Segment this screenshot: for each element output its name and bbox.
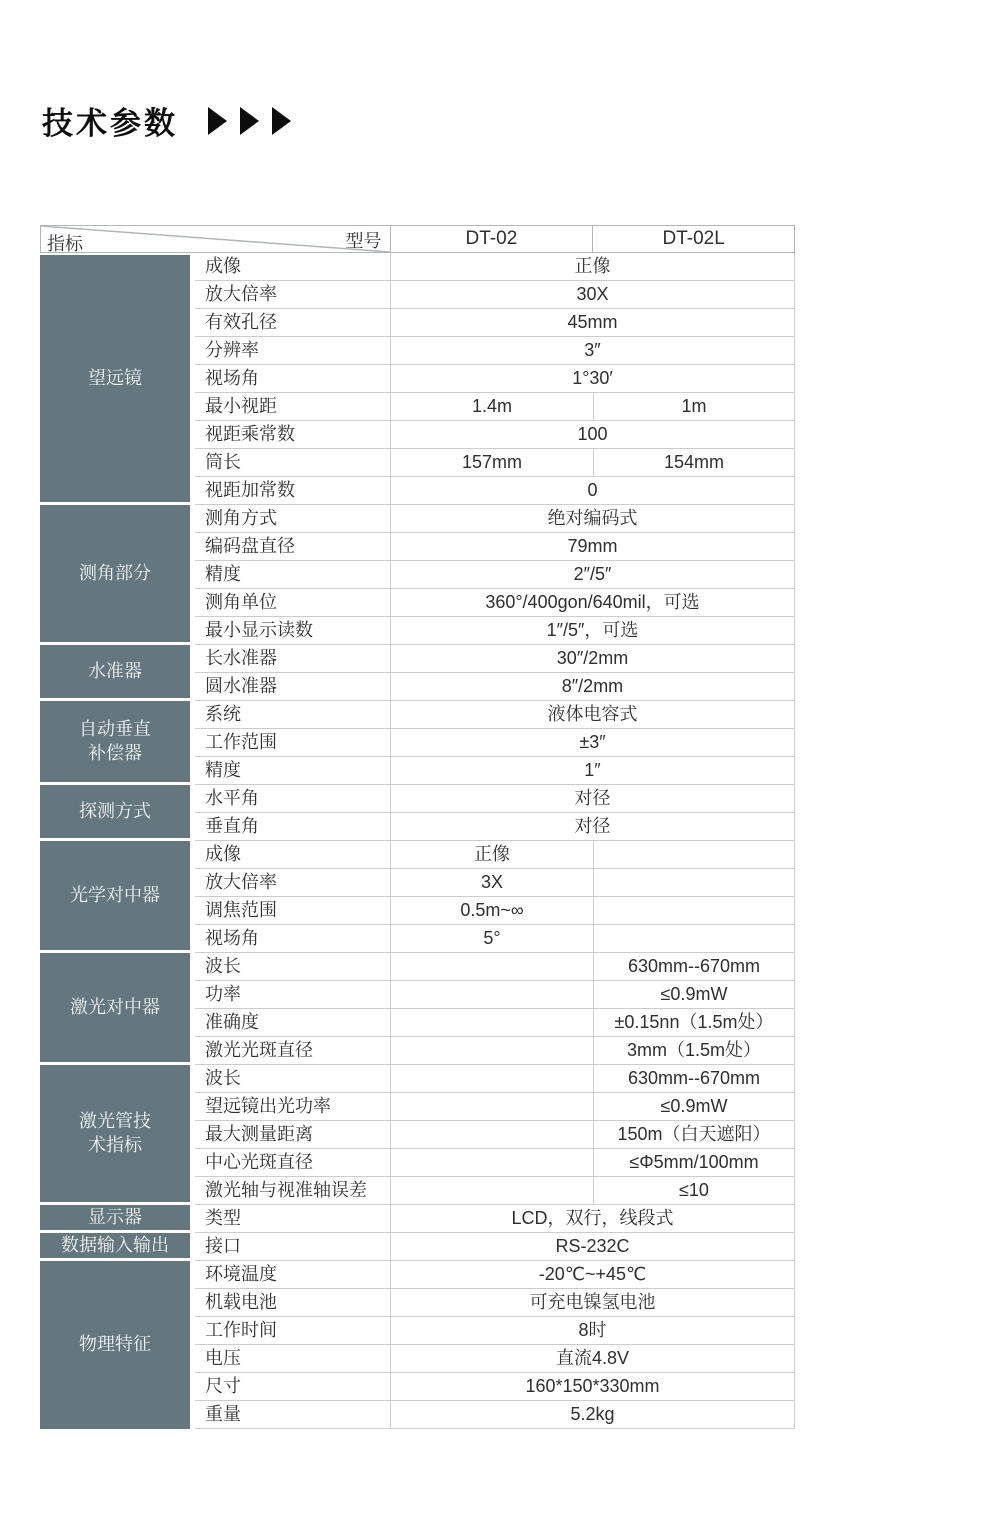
- table-row: [195, 869, 794, 897]
- table-row: [195, 1317, 794, 1345]
- category-cell: [40, 1233, 190, 1261]
- value-cell-span: 直流4.8V: [555, 1348, 630, 1368]
- column-header-dt02: DT-02: [390, 226, 593, 252]
- category-label: 物理特征: [79, 1334, 151, 1355]
- value-area: [390, 1233, 794, 1260]
- param-label: 精度: [205, 564, 241, 584]
- table-row: [195, 533, 794, 561]
- param-label: 放大倍率: [205, 284, 277, 304]
- value-cell-span: 8时: [578, 1320, 607, 1340]
- table-row: [195, 421, 794, 449]
- spec-rows: [195, 253, 795, 1429]
- table-row: [195, 337, 794, 365]
- value-cell-span: 可充电镍氢电池: [529, 1292, 656, 1312]
- value-area: [390, 393, 794, 420]
- value-cell-dt02l: ≤Φ5mm/100mm: [629, 1152, 759, 1172]
- param-label: 放大倍率: [205, 872, 277, 892]
- category-cell: [40, 505, 190, 645]
- param-label: 中心光斑直径: [205, 1152, 313, 1172]
- category-cell: [40, 1205, 190, 1233]
- table-row: [195, 1289, 794, 1317]
- param-label: 调焦范围: [205, 900, 277, 920]
- value-area: [390, 365, 794, 392]
- value-area: [390, 1401, 794, 1428]
- table-row: [195, 505, 794, 533]
- param-label: 视场角: [205, 928, 259, 948]
- value-area: [390, 1289, 794, 1316]
- table-row: [195, 981, 794, 1009]
- table-row: [195, 393, 794, 421]
- value-area: [390, 813, 794, 840]
- value-cell-span: LCD，双行，线段式: [511, 1208, 674, 1228]
- table-row: [195, 645, 794, 673]
- value-area: [390, 533, 794, 560]
- table-row: [195, 1065, 794, 1093]
- category-label: 光学对中器: [70, 884, 160, 905]
- category-cell: [40, 841, 190, 953]
- value-area: [390, 785, 794, 812]
- table-body: [40, 253, 795, 1429]
- category-label: 测角部分: [79, 562, 151, 583]
- value-cell-dt02: [391, 1121, 594, 1148]
- category-label: 补偿器: [88, 742, 142, 763]
- value-cell-span: 30X: [576, 284, 609, 304]
- param-label: 机载电池: [205, 1292, 277, 1312]
- table-row: [195, 1345, 794, 1373]
- value-cell-span: 45mm: [567, 312, 618, 332]
- value-area: [390, 1065, 794, 1092]
- value-cell-dt02: 正像: [391, 841, 594, 868]
- value-cell-dt02: 157mm: [391, 449, 594, 476]
- value-cell-dt02l: [594, 897, 794, 924]
- category-label: 术指标: [88, 1134, 142, 1155]
- table-row: [195, 673, 794, 701]
- table-row: [195, 1009, 794, 1037]
- value-area: [390, 617, 794, 644]
- param-label: 波长: [205, 956, 241, 976]
- value-cell-dt02l: 150m（白天遮阳）: [617, 1124, 771, 1144]
- table-row: [195, 281, 794, 309]
- value-cell-span: 0: [587, 480, 598, 500]
- table-row: [195, 1149, 794, 1177]
- param-label: 最小视距: [205, 396, 277, 416]
- category-cell: [40, 1065, 190, 1205]
- param-label: 工作时间: [205, 1320, 277, 1340]
- param-label: 激光轴与视准轴误差: [205, 1180, 367, 1200]
- value-cell-span: 2″/5″: [573, 564, 612, 584]
- triple-right-arrows-icon: [208, 106, 300, 136]
- column-header-dt02l: DT-02L: [592, 226, 794, 252]
- value-cell-span: 3″: [584, 340, 601, 360]
- category-label: 激光管技: [79, 1111, 151, 1132]
- category-label: 望远镜: [88, 367, 142, 388]
- value-area: [390, 897, 794, 924]
- param-label: 视距加常数: [205, 480, 295, 500]
- value-cell-dt02l: 630mm--670mm: [627, 956, 761, 976]
- value-area: [390, 505, 794, 532]
- value-area: [390, 337, 794, 364]
- param-label: 工作范围: [205, 732, 277, 752]
- category-label: 显示器: [88, 1206, 142, 1227]
- category-cell: [40, 253, 190, 505]
- value-cell-span: 对径: [574, 788, 611, 808]
- value-area: [390, 421, 794, 448]
- value-cell-dt02: 0.5m~∞: [391, 897, 594, 924]
- table-row: [195, 561, 794, 589]
- page-header: [42, 98, 300, 143]
- value-area: [390, 701, 794, 728]
- category-label: 自动垂直: [79, 719, 151, 740]
- category-label: 数据输入输出: [61, 1234, 169, 1255]
- category-column: [40, 253, 190, 1429]
- page-title: 技术参数: [42, 106, 178, 141]
- value-cell-dt02: [391, 1037, 594, 1064]
- value-cell-dt02: [391, 1149, 594, 1176]
- value-cell-dt02l: ±0.15nn（1.5m处）: [614, 1012, 774, 1032]
- table-row: [195, 253, 794, 281]
- param-label: 最大测量距离: [205, 1124, 313, 1144]
- table-row: [195, 1037, 794, 1065]
- value-cell-dt02l: 154mm: [663, 452, 725, 472]
- value-cell-dt02: [391, 1177, 594, 1204]
- value-cell-dt02l: [594, 925, 794, 952]
- category-label: 探测方式: [79, 800, 151, 821]
- table-row: [195, 785, 794, 813]
- table-row: [195, 617, 794, 645]
- param-label: 类型: [205, 1208, 241, 1228]
- param-label: 激光光斑直径: [205, 1040, 313, 1060]
- category-cell: [40, 785, 190, 841]
- table-row: [195, 1261, 794, 1289]
- param-label: 精度: [205, 760, 241, 780]
- category-cell: [40, 953, 190, 1065]
- value-cell-dt02l: ≤0.9mW: [660, 984, 728, 1004]
- table-row: [195, 1373, 794, 1401]
- param-label: 分辨率: [205, 340, 259, 360]
- value-cell-dt02: 5°: [391, 925, 594, 952]
- value-cell-dt02l: ≤10: [679, 1180, 709, 1200]
- value-cell-dt02l: 1m: [681, 396, 707, 416]
- value-area: [390, 253, 794, 280]
- value-cell-span: 160*150*330mm: [525, 1376, 660, 1396]
- value-cell-span: 绝对编码式: [547, 508, 638, 528]
- value-area: [390, 841, 794, 868]
- param-label: 系统: [205, 704, 241, 724]
- param-label: 编码盘直径: [205, 536, 295, 556]
- value-cell-dt02: [391, 1009, 594, 1036]
- value-cell-span: RS-232C: [555, 1236, 630, 1256]
- value-cell-span: 8″/2mm: [561, 676, 624, 696]
- value-area: [390, 449, 794, 476]
- param-label: 尺寸: [205, 1376, 241, 1396]
- value-area: [390, 1261, 794, 1288]
- value-cell-dt02l: [594, 841, 794, 868]
- value-cell-dt02l: 630mm--670mm: [627, 1068, 761, 1088]
- param-label: 水平角: [205, 788, 259, 808]
- param-label: 成像: [205, 256, 241, 276]
- value-cell-dt02l: 3mm（1.5m处）: [626, 1040, 761, 1060]
- param-label: 筒长: [205, 452, 241, 472]
- param-label: 测角单位: [205, 592, 277, 612]
- value-area: [390, 729, 794, 756]
- param-label: 成像: [205, 844, 241, 864]
- param-label: 接口: [205, 1236, 241, 1256]
- value-cell-dt02: [391, 953, 594, 980]
- value-cell-span: 1″/5″，可选: [546, 620, 639, 640]
- value-area: [390, 1037, 794, 1064]
- value-cell-dt02l: ≤0.9mW: [660, 1096, 728, 1116]
- value-area: [390, 589, 794, 616]
- table-row: [195, 1121, 794, 1149]
- table-row: [195, 309, 794, 337]
- param-label: 视距乘常数: [205, 424, 295, 444]
- param-label: 垂直角: [205, 816, 259, 836]
- table-row: [195, 757, 794, 785]
- value-cell-span: 79mm: [567, 536, 618, 556]
- value-cell-dt02: 3X: [391, 869, 594, 896]
- corner-header-cell: [41, 226, 390, 252]
- value-area: [390, 645, 794, 672]
- value-cell-span: 1°30′: [572, 368, 613, 388]
- table-row: [195, 449, 794, 477]
- param-label: 电压: [205, 1348, 241, 1368]
- value-cell-dt02: [391, 1065, 594, 1092]
- category-cell: [40, 645, 190, 701]
- param-label: 有效孔径: [205, 312, 277, 332]
- value-area: [390, 757, 794, 784]
- param-label: 最小显示读数: [205, 620, 313, 640]
- value-area: [390, 1205, 794, 1232]
- value-area: [390, 1009, 794, 1036]
- table-row: [195, 1205, 794, 1233]
- value-area: [390, 1373, 794, 1400]
- value-cell-dt02: 1.4m: [391, 393, 594, 420]
- value-cell-span: 30″/2mm: [556, 648, 629, 668]
- param-label: 长水准器: [205, 648, 277, 668]
- table-row: [195, 813, 794, 841]
- table-row: [195, 925, 794, 953]
- table-row: [195, 953, 794, 981]
- table-row: [195, 1177, 794, 1205]
- value-area: [390, 477, 794, 504]
- value-cell-dt02: [391, 1093, 594, 1120]
- value-area: [390, 869, 794, 896]
- table-header-row: [40, 225, 795, 253]
- value-cell-span: 液体电容式: [547, 704, 638, 724]
- value-cell-span: 100: [577, 424, 608, 444]
- value-cell-span: -20℃~+45℃: [538, 1264, 647, 1284]
- value-area: [390, 673, 794, 700]
- param-label: 圆水准器: [205, 676, 277, 696]
- value-area: [390, 953, 794, 980]
- value-area: [390, 925, 794, 952]
- value-area: [390, 1177, 794, 1204]
- model-header-label: 型号: [345, 231, 382, 251]
- category-label: 水准器: [88, 660, 142, 681]
- value-area: [390, 1093, 794, 1120]
- value-cell-span: 正像: [574, 256, 611, 276]
- value-cell-dt02: [391, 981, 594, 1008]
- value-area: [390, 281, 794, 308]
- value-area: [390, 1345, 794, 1372]
- value-area: [390, 1121, 794, 1148]
- value-area: [390, 1149, 794, 1176]
- value-cell-span: 360°/400gon/640mil，可选: [485, 592, 700, 612]
- table-row: [195, 365, 794, 393]
- table-row: [195, 729, 794, 757]
- param-label: 准确度: [205, 1012, 259, 1032]
- value-cell-span: 对径: [574, 816, 611, 836]
- category-cell: [40, 701, 190, 785]
- value-area: [390, 981, 794, 1008]
- value-cell-span: 5.2kg: [570, 1404, 615, 1424]
- table-row: [195, 1233, 794, 1261]
- indicator-header-label: 指标: [47, 234, 83, 254]
- value-area: [390, 309, 794, 336]
- value-area: [390, 561, 794, 588]
- param-label: 波长: [205, 1068, 241, 1088]
- param-label: 视场角: [205, 368, 259, 388]
- param-label: 功率: [205, 984, 241, 1004]
- table-row: [195, 701, 794, 729]
- table-row: [195, 897, 794, 925]
- value-area: [390, 1317, 794, 1344]
- table-row: [195, 1401, 794, 1429]
- category-label: 激光对中器: [70, 996, 160, 1017]
- value-cell-span: 1″: [584, 760, 601, 780]
- param-label: 重量: [205, 1404, 241, 1424]
- category-cell: [40, 1261, 190, 1429]
- table-row: [195, 841, 794, 869]
- spec-table: [40, 225, 795, 1429]
- table-row: [195, 477, 794, 505]
- value-cell-dt02l: [594, 869, 794, 896]
- table-row: [195, 1093, 794, 1121]
- param-label: 环境温度: [205, 1264, 277, 1284]
- value-cell-span: ±3″: [579, 732, 606, 752]
- table-row: [195, 589, 794, 617]
- param-label: 望远镜出光功率: [205, 1096, 331, 1116]
- param-label: 测角方式: [205, 508, 277, 528]
